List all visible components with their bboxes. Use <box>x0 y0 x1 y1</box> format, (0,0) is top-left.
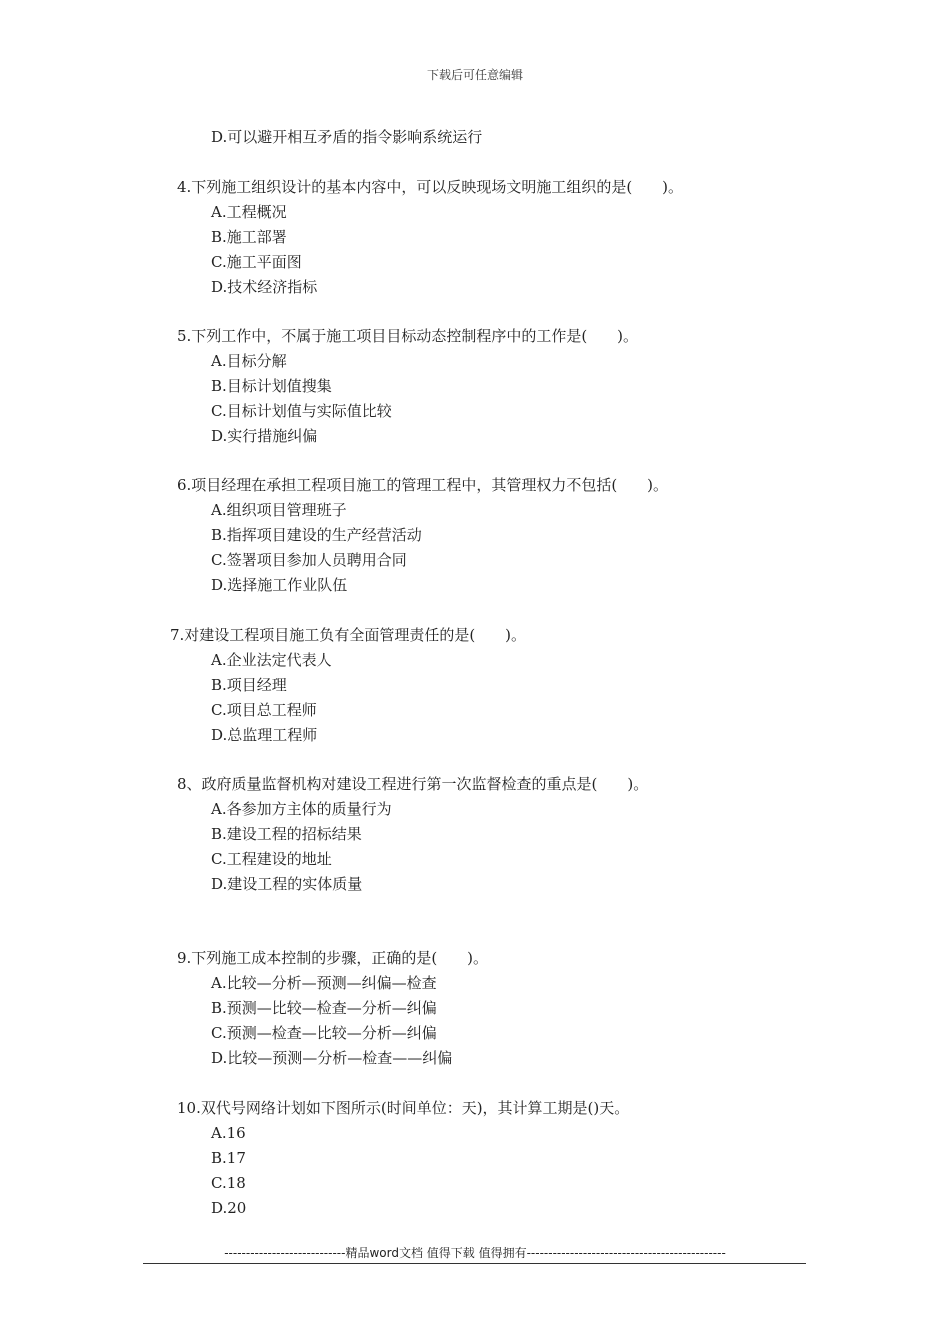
question-6-option-c: C.签署项目参加人员聘用合同 <box>211 551 407 569</box>
question-10-option-a: A.16 <box>211 1124 246 1142</box>
question-7-option-d: D.总监理工程师 <box>211 726 318 744</box>
question-6-option-a: A.组织项目管理班子 <box>211 501 347 519</box>
question-7-option-c: C.项目总工程师 <box>211 701 317 719</box>
question-9-stem: 9.下列施工成本控制的步骤，正确的是( )。 <box>177 949 489 967</box>
question-5-option-b: B.目标计划值搜集 <box>211 377 332 395</box>
question-10-option-c: C.18 <box>211 1174 246 1192</box>
question-7-option-b: B.项目经理 <box>211 676 287 694</box>
question-9-option-b: B.预测—比较—检查—分析—纠偏 <box>211 999 437 1017</box>
question-7-option-a: A.企业法定代表人 <box>211 651 332 669</box>
footer-text: ----------------------------精品word文档 值得下载 值得拥有---------------------------------------------- <box>224 1246 726 1260</box>
option-d-carryover: D.可以避开相互矛盾的指令影响系统运行 <box>211 128 483 146</box>
question-9-option-c: C.预测—检查—比较—分析—纠偏 <box>211 1024 437 1042</box>
question-10-stem: 10.双代号网络计划如下图所示(时间单位：天)，其计算工期是()天。 <box>177 1099 630 1117</box>
question-8-option-a: A.各参加方主体的质量行为 <box>211 800 392 818</box>
question-6-option-b: B.指挥项目建设的生产经营活动 <box>211 526 422 544</box>
question-8-option-b: B.建设工程的招标结果 <box>211 825 362 843</box>
question-4-option-b: B.施工部署 <box>211 228 287 246</box>
question-5-stem: 5.下列工作中，不属于施工项目目标动态控制程序中的工作是( )。 <box>177 327 639 345</box>
question-5-option-a: A.目标分解 <box>211 352 287 370</box>
question-6-stem: 6.项目经理在承担工程项目施工的管理工程中，其管理权力不包括( )。 <box>177 476 669 494</box>
question-10-option-d: D.20 <box>211 1199 247 1217</box>
question-4-option-c: C.施工平面图 <box>211 253 302 271</box>
question-6-option-d: D.选择施工作业队伍 <box>211 576 348 594</box>
question-9-option-a: A.比较—分析—预测—纠偏—检查 <box>211 974 437 992</box>
question-10-option-b: B.17 <box>211 1149 246 1167</box>
question-4-option-a: A.工程概况 <box>211 203 287 221</box>
question-9-option-d: D.比较—预测—分析—检查——纠偏 <box>211 1049 453 1067</box>
question-4-option-d: D.技术经济指标 <box>211 278 318 296</box>
question-8-option-d: D.建设工程的实体质量 <box>211 875 363 893</box>
footer-divider <box>143 1263 806 1264</box>
question-5-option-c: C.目标计划值与实际值比较 <box>211 402 392 420</box>
question-8-stem: 8、政府质量监督机构对建设工程进行第一次监督检查的重点是( )。 <box>177 775 649 793</box>
question-4-stem: 4.下列施工组织设计的基本内容中，可以反映现场文明施工组织的是( )。 <box>177 178 684 196</box>
question-7-stem: 7.对建设工程项目施工负有全面管理责任的是( )。 <box>170 626 527 644</box>
question-5-option-d: D.实行措施纠偏 <box>211 427 318 445</box>
question-8-option-c: C.工程建设的地址 <box>211 850 332 868</box>
header-note: 下载后可任意编辑 <box>426 68 523 82</box>
